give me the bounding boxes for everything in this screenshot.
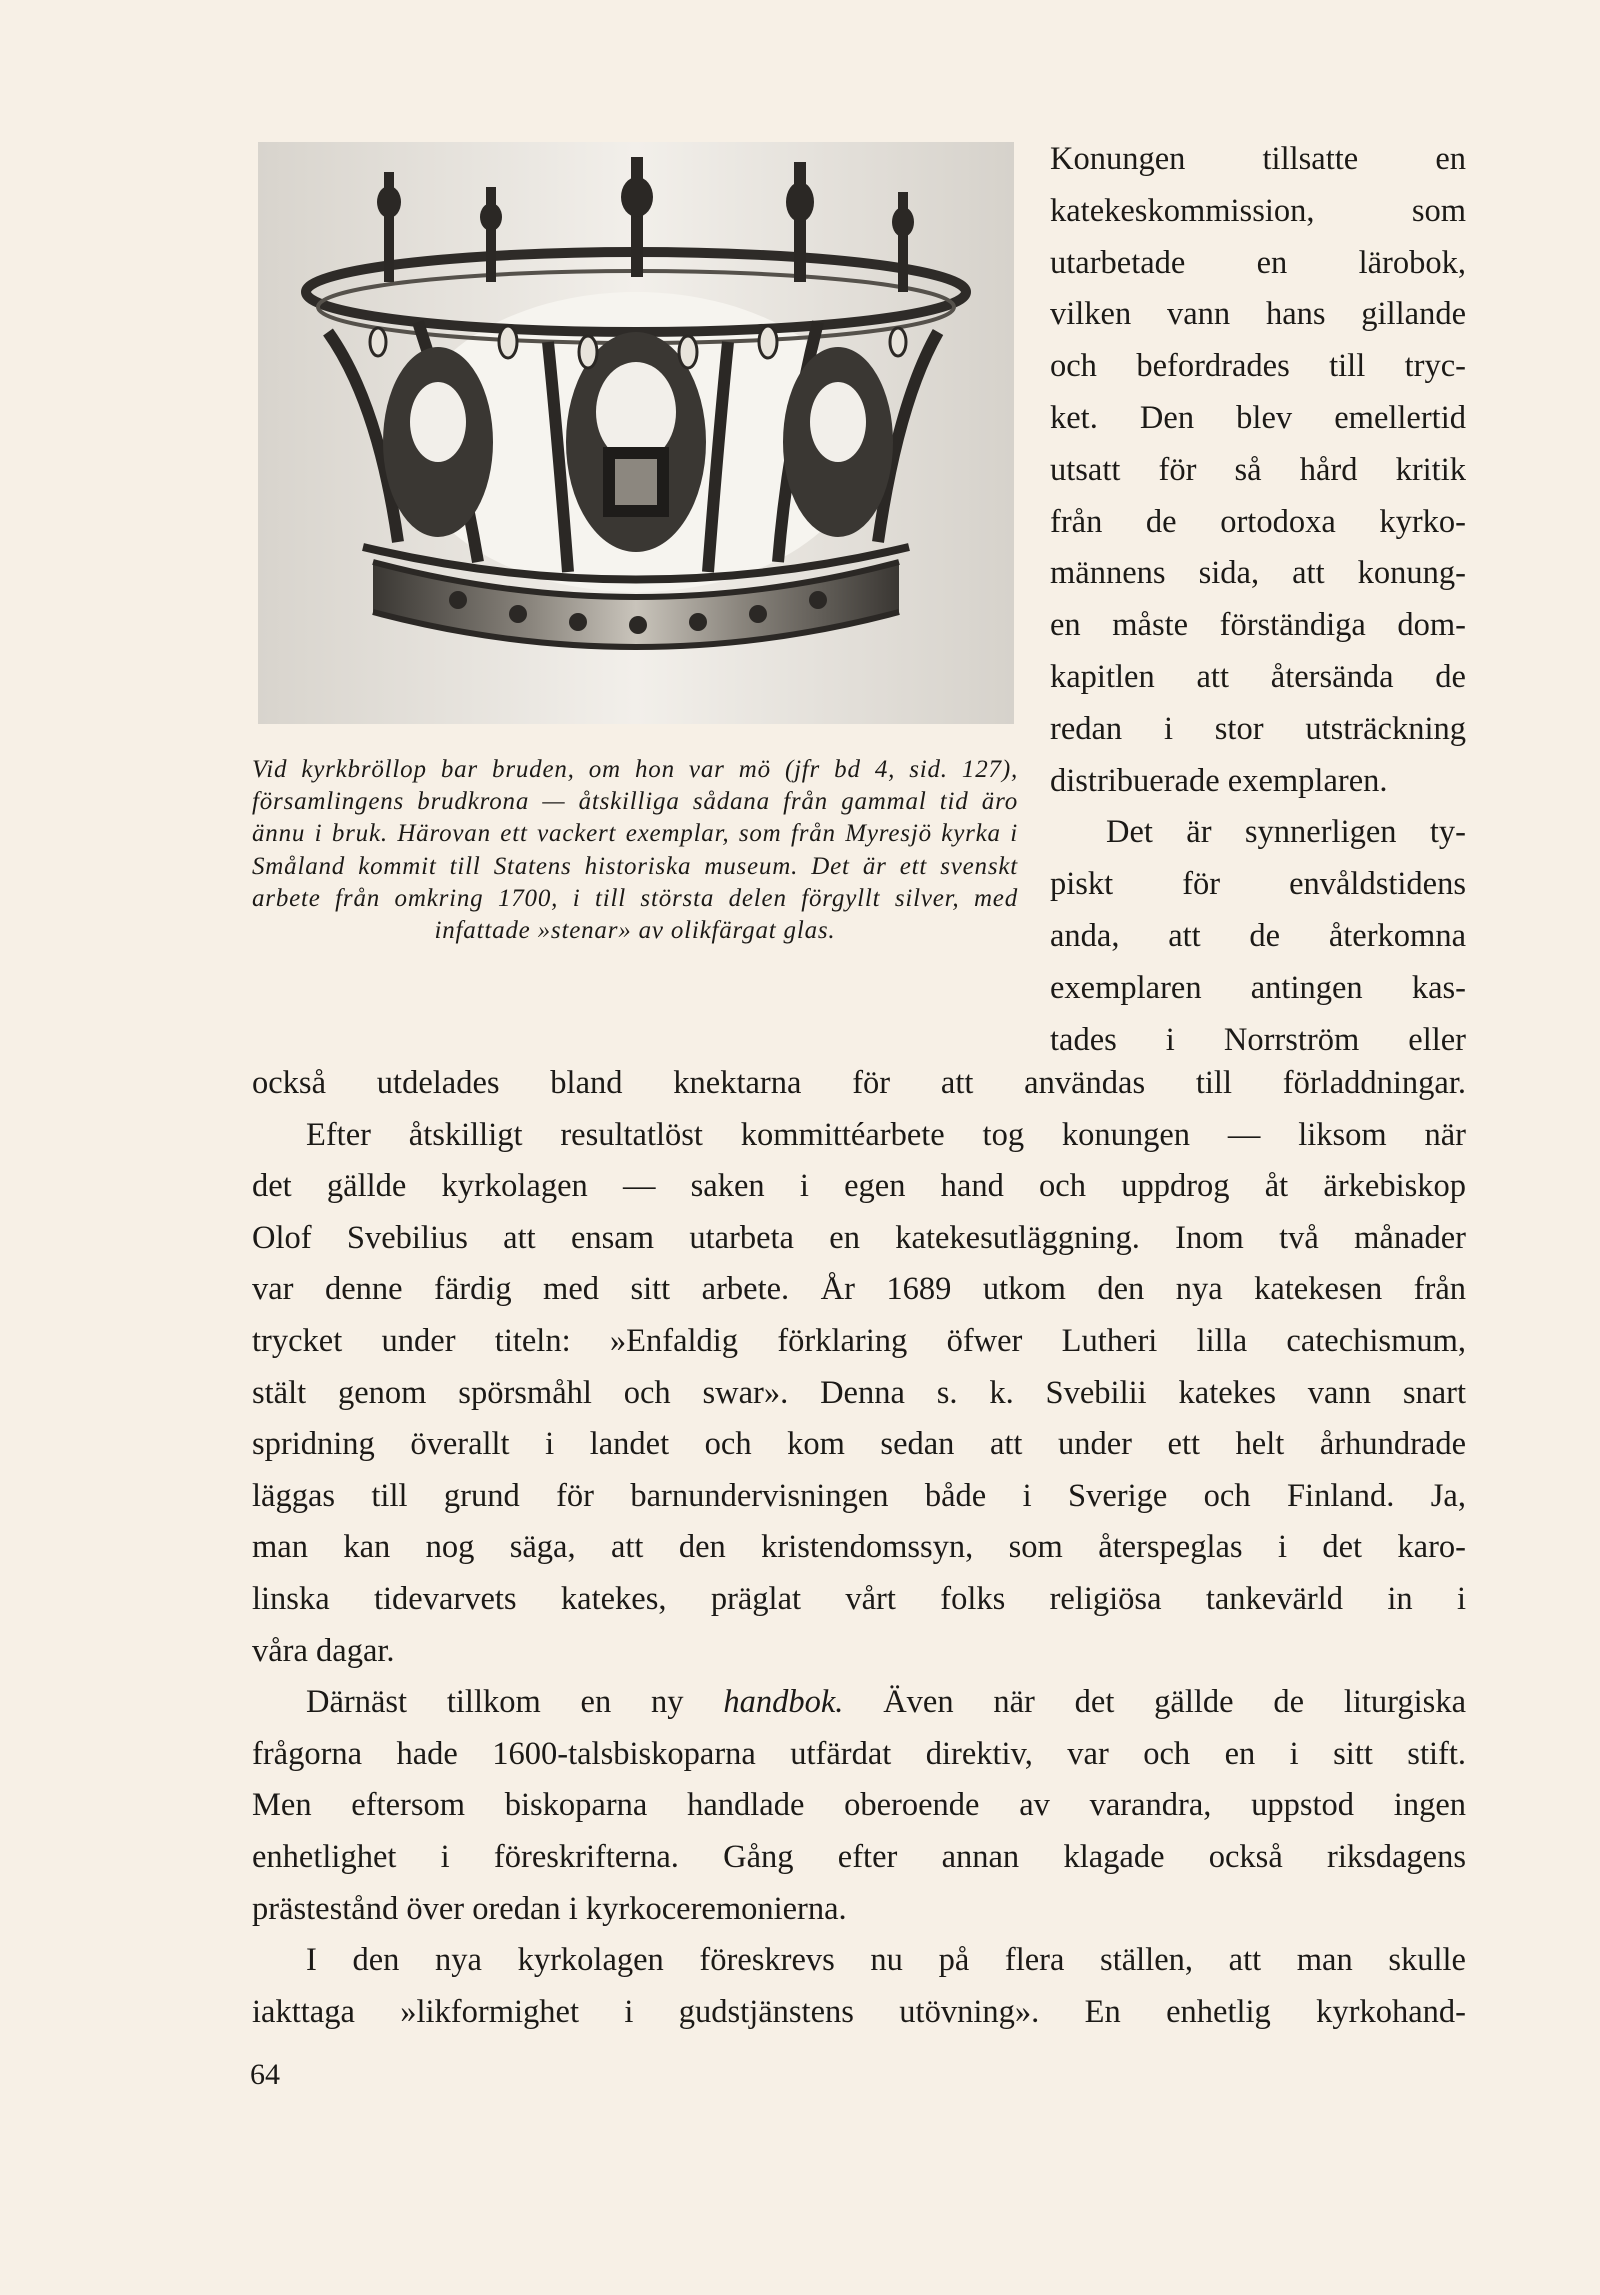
text-line: prästestånd över oredan i kyrkoceremonierna. <box>252 1890 847 1927</box>
text-line: Konungen tillsatte en <box>1050 141 1466 177</box>
text-line: anda, att de återkomna <box>1050 917 1466 954</box>
text-line <box>252 1677 1466 1729</box>
text-line: trycket under titeln: »Enfaldig förklaring öfwer Lutheri lilla catechismum, <box>252 1322 1466 1359</box>
right-column-text <box>1050 134 1466 1066</box>
text-line: Olof Svebilius att ensam utarbeta en katekesutläggning. Inom två månader <box>252 1219 1466 1256</box>
page-number: 64 <box>250 2058 280 2091</box>
text-line: stält genom spörsmåhl och swar». Denna s. k. Svebilii katekes vann snart <box>252 1374 1466 1411</box>
text-line: Det är synnerligen ty- <box>1106 814 1466 851</box>
text-line: enhetlighet i föreskrifterna. Gång efter annan klagade också riksdagens <box>252 1838 1466 1875</box>
text-line: spridning överallt i landet och kom sedan att under ett helt århundrade <box>252 1426 1466 1463</box>
photo-caption <box>252 754 1018 947</box>
text-line: piskt för envåldstidens <box>1050 866 1466 903</box>
text-line: också utdelades bland knektarna för att användas till förladdningar. <box>252 1065 1466 1101</box>
text-span: Även när det gällde de liturgiska <box>883 1684 1467 1721</box>
text-line: våra dagar. <box>252 1632 395 1669</box>
text-line: och befordrades till tryc- <box>1050 348 1466 385</box>
text-span: Därnäst tillkom en ny <box>306 1684 684 1721</box>
crown-illustration <box>258 142 1014 724</box>
text-line: ket. Den blev emellertid <box>1050 399 1466 436</box>
text-line: det gällde kyrkolagen — saken i egen hand och uppdrog åt ärkebiskop <box>252 1168 1466 1205</box>
text-line: vilken vann hans gillande <box>1050 296 1466 333</box>
caption-text: Vid kyrkbröllop bar bruden, om hon var mö (jfr bd 4, sid. 127), församlingens brudkrona — åtskilliga sådana från gammal tid äro ännu i bruk. Härovan ett vackert exemplar, som från Myresjö kyrka i Småland kommit till Statens historiska museum. Det är ett svenskt arbete från omkring 1700, i till största delen förgyllt silver, med infattade »stenar» av olikfärgat glas. <box>252 756 1018 945</box>
body-text <box>252 1058 1466 2038</box>
text-line: I den nya kyrkolagen föreskrevs nu på flera ställen, att man skulle <box>306 1942 1466 1979</box>
text-line: från de ortodoxa kyrko- <box>1050 503 1466 540</box>
text-line: distribuerade exemplaren. <box>1050 762 1388 799</box>
text-line: katekeskommission, som <box>1050 192 1466 229</box>
text-line: exemplaren antingen kas- <box>1050 969 1466 1006</box>
text-line: männens sida, att konung- <box>1050 555 1466 592</box>
text-line: Men eftersom biskoparna handlade oberoende av varandra, uppstod ingen <box>252 1787 1466 1824</box>
text-line: kapitlen att återsända de <box>1050 658 1466 695</box>
text-line: en måste förständiga dom- <box>1050 607 1466 644</box>
text-line: redan i stor utsträckning <box>1050 710 1466 747</box>
text-line: frågorna hade 1600-talsbiskoparna utfärdat direktiv, var och en i sitt stift. <box>252 1735 1466 1772</box>
text-line: iakttaga »likformighet i gudstjänstens utövning». En enhetlig kyrkohand- <box>252 1993 1466 2030</box>
text-line: linska tidevarvets katekes, präglat vårt folks religiösa tankevärld in i <box>252 1580 1466 1617</box>
italic-term: handbok. <box>723 1684 844 1721</box>
crown-photograph <box>258 142 1014 724</box>
text-line: utsatt för så hård kritik <box>1050 451 1466 488</box>
text-line: var denne färdig med sitt arbete. År 1689 utkom den nya katekesen från <box>252 1271 1466 1308</box>
text-line: utarbetade en lärobok, <box>1050 244 1466 281</box>
text-line: tades i Norrström eller <box>1050 1021 1466 1058</box>
text-line: man kan nog säga, att den kristendomssyn, som återspeglas i det karo- <box>252 1529 1466 1566</box>
text-line: Efter åtskilligt resultatlöst kommittéarbete tog konungen — liksom när <box>306 1116 1466 1153</box>
text-line: läggas till grund för barnundervisningen både i Sverige och Finland. Ja, <box>252 1477 1466 1514</box>
